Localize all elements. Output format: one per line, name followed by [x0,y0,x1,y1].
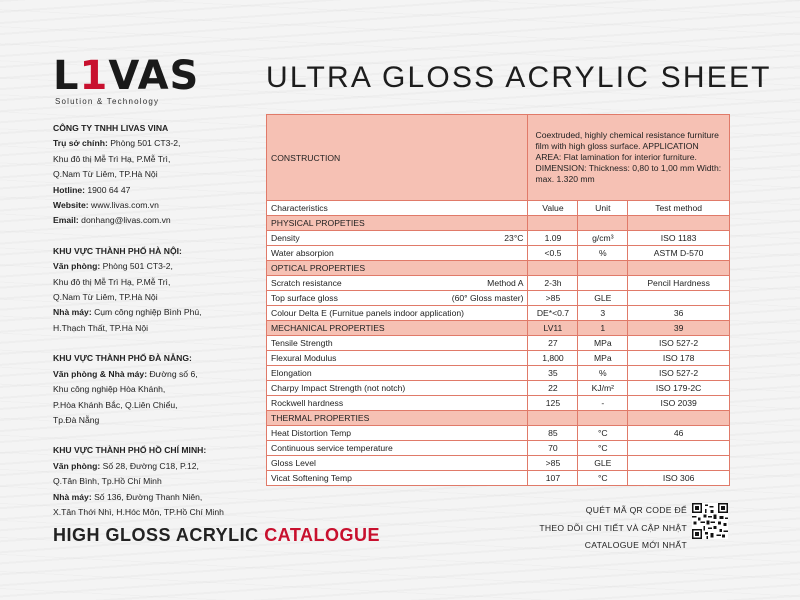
characteristic-name: Elongation [271,368,312,378]
characteristic-name: Heat Distortion Temp [271,428,352,438]
contact-line-label: Nhà máy: [53,307,92,318]
qr-instruction-line: THEO DÕI CHI TIẾT VÀ CẬP NHẬT [539,522,687,533]
unit-cell: % [578,366,628,381]
catalogue-heading [53,525,380,546]
unit-cell: KJ/m² [578,381,628,396]
logo-tagline: Solution & Technology [55,97,160,106]
section-label: OPTICAL PROPERTIES [267,261,528,276]
contact-line-text: P.Hòa Khánh Bắc, Q.Liên Chiểu, [53,399,178,410]
header-characteristics: Characteristics [267,201,528,216]
contact-line-text: Số 28, Đường C18, P.12, [100,460,199,471]
qr-instruction-line: QUÉT MÃ QR CODE ĐỂ [585,505,687,515]
test-method-cell: 39 [628,321,730,336]
test-method-cell [628,291,730,306]
contact-line-text: Tp.Đà Nẵng [53,414,100,425]
value-cell: 107 [528,471,578,486]
contact-line-text: Q.Nam Từ Liêm, TP.Hà Nội [53,292,158,303]
unit-cell: °C [578,471,628,486]
table-row [267,291,730,306]
header-unit: Unit [578,201,628,216]
characteristic-condition: (60° Gloss master) [451,293,524,303]
characteristic-cell [267,351,528,366]
test-method-cell: ISO 527-2 [628,336,730,351]
test-method-cell [628,261,730,276]
table-row [267,381,730,396]
unit-cell: g/cm³ [578,231,628,246]
contact-info [53,121,258,535]
test-method-cell [628,456,730,471]
contact-section-header: CÔNG TY TNHH LIVAS VINA [53,123,169,133]
characteristic-name: Flexural Modulus [271,353,337,363]
contact-section-header: KHU VỰC THÀNH PHỐ HỒ CHÍ MINH: [53,445,207,456]
contact-line-label: Văn phòng: [53,261,101,272]
contact-line [53,305,258,320]
unit-cell [578,261,628,276]
table-row [267,441,730,456]
value-cell: LV11 [528,321,578,336]
contact-section [53,244,258,336]
characteristic-name: Vicat Softening Temp [271,473,352,483]
characteristic-name: Gloss Level [271,458,316,468]
contact-line-label: Văn phòng: [53,460,101,471]
value-cell: 1,800 [528,351,578,366]
value-cell [528,261,578,276]
characteristic-cell [267,426,528,441]
unit-cell [578,276,628,291]
test-method-cell: 36 [628,306,730,321]
value-cell: 22 [528,381,578,396]
test-method-cell [628,441,730,456]
unit-cell: 1 [578,321,628,336]
catalogue-main: HIGH GLOSS ACRYLIC [53,525,265,545]
contact-line-text: Khu công nghiệp Hòa Khánh, [53,384,166,395]
unit-cell: 3 [578,306,628,321]
test-method-cell: ISO 527-2 [628,366,730,381]
value-cell: 35 [528,366,578,381]
value-cell [528,411,578,426]
contact-line-label: Email: [53,215,79,226]
contact-line-text: Đường số 6, [147,368,198,379]
contact-line [53,259,258,274]
contact-section-header: KHU VỰC THÀNH PHỐ ĐÀ NẴNG: [53,353,192,364]
contact-line [53,382,258,397]
characteristic-name: Continuous service temperature [271,443,393,453]
contact-line-text: 1900 64 47 [84,184,131,195]
contact-line-text: Q.Tân Bình, Tp.Hồ Chí Minh [53,476,162,487]
unit-cell: - [578,396,628,411]
contact-line [53,398,258,413]
contact-line [53,290,258,305]
value-cell [528,216,578,231]
value-cell: 27 [528,336,578,351]
contact-line [53,183,258,198]
contact-line [53,198,258,213]
characteristic-cell [267,366,528,381]
header-value: Value [528,201,578,216]
test-method-cell: ISO 1183 [628,231,730,246]
section-row-thermal-properties [267,411,730,426]
unit-cell: MPa [578,336,628,351]
contact-line-text: H.Thạch Thất, TP.Hà Nội [53,322,149,333]
livas-logo [53,53,200,106]
section-row-physical-propeties [267,216,730,231]
contact-line-text: Cụm công nghiệp Bình Phú, [91,307,202,318]
value-cell: 1.09 [528,231,578,246]
contact-line-label: Nhà máy: [53,491,92,502]
catalogue-accent: CATALOGUE [264,525,381,545]
characteristic-cell [267,336,528,351]
test-method-cell [628,216,730,231]
table-row [267,231,730,246]
contact-line [53,167,258,182]
unit-cell: °C [578,426,628,441]
contact-line [53,459,258,474]
characteristic-name: Scratch resistance [271,278,342,288]
contact-line-label: Văn phòng & Nhà máy: [53,368,148,379]
contact-line [53,152,258,167]
characteristic-name: Colour Delta E (Furnitue panels indoor application) [271,308,464,318]
table-row [267,276,730,291]
value-cell: 70 [528,441,578,456]
value-cell: 125 [528,396,578,411]
contact-line [53,474,258,489]
characteristic-condition: Method A [487,278,524,288]
contact-line-text: Khu đô thị Mễ Trì Hạ, P.Mễ Trì, [53,276,171,287]
contact-line-text: www.livas.com.vn [88,200,159,211]
contact-section [53,121,258,229]
characteristic-name: Top surface gloss [271,293,338,303]
construction-description: Coextruded, highly chemical resistance furniture film with high gloss surface. APPLICATION AREA: Flat lamination for interior furniture. DIMENSION: Thickness: 0,80 to 1,00 mm Width: max. 1.320 mm [528,115,730,201]
value-cell: DE*<0.7 [528,306,578,321]
characteristic-name: Charpy Impact Strength (not notch) [271,383,406,393]
contact-line-label: Hotline: [53,184,85,195]
test-method-cell: ISO 306 [628,471,730,486]
value-cell: >85 [528,456,578,471]
characteristic-cell [267,291,528,306]
table-row [267,426,730,441]
contact-line-text: Số 136, Đường Thanh Niên, [91,491,203,502]
spec-table [266,114,730,486]
test-method-cell: ISO 2039 [628,396,730,411]
characteristic-cell [267,306,528,321]
unit-cell [578,216,628,231]
test-method-cell: Pencil Hardness [628,276,730,291]
contact-line [53,321,258,336]
unit-cell [578,411,628,426]
value-cell: 2-3h [528,276,578,291]
characteristic-condition: 23°C [504,233,524,243]
characteristic-name: Tensile Strength [271,338,333,348]
table-row [267,246,730,261]
construction-row [267,115,730,201]
value-cell: 85 [528,426,578,441]
contact-section [53,351,258,428]
contact-line-label: Website: [53,200,89,211]
unit-cell: % [578,246,628,261]
section-label: PHYSICAL PROPETIES [267,216,528,231]
test-method-cell: ASTM D-570 [628,246,730,261]
characteristic-cell [267,396,528,411]
section-label: THERMAL PROPERTIES [267,411,528,426]
table-row [267,351,730,366]
table-row [267,336,730,351]
characteristic-name: Water absorpion [271,248,334,258]
contact-line-text: Q.Nam Từ Liêm, TP.Hà Nội [53,169,158,180]
contact-line-text: Khu đô thị Mễ Trì Hạ, P.Mễ Trì, [53,153,171,164]
characteristic-cell [267,231,528,246]
header-test-method: Test method [628,201,730,216]
contact-line [53,136,258,151]
section-label: MECHANICAL PROPERTIES [267,321,528,336]
contact-line [53,413,258,428]
characteristic-cell [267,471,528,486]
contact-section-header: KHU VỰC THÀNH PHỐ HÀ NỘI: [53,245,182,256]
contact-line-text: donhang@livas.com.vn [78,215,171,226]
qr-instructions [539,502,687,555]
unit-cell: °C [578,441,628,456]
table-row [267,471,730,486]
qr-code[interactable] [692,503,728,539]
qr-instruction-line: CATALOGUE MỚI NHẤT [584,540,687,550]
contact-line [53,367,258,382]
table-header-row [267,201,730,216]
table-row [267,306,730,321]
characteristic-cell [267,441,528,456]
unit-cell: GLE [578,291,628,306]
contact-section [53,443,258,520]
section-row-mechanical-properties [267,321,730,336]
contact-line [53,275,258,290]
table-row [267,456,730,471]
unit-cell: MPa [578,351,628,366]
value-cell: >85 [528,291,578,306]
table-row [267,396,730,411]
contact-line-label: Trụ sở chính: [53,138,108,149]
test-method-cell: ISO 178 [628,351,730,366]
contact-line-text: Phòng 501 CT3-2, [107,138,181,149]
contact-line-text: X.Tân Thới Nhì, H.Hóc Môn, TP.Hồ Chí Minh [53,506,224,517]
value-cell: <0.5 [528,246,578,261]
test-method-cell: 46 [628,426,730,441]
contact-line-text: Phòng 501 CT3-2, [100,261,173,272]
characteristic-name: Density [271,233,300,243]
test-method-cell: ISO 179-2C [628,381,730,396]
test-method-cell [628,411,730,426]
characteristic-cell [267,246,528,261]
logo-wordmark: L1VAS [53,53,200,99]
contact-line [53,490,258,505]
contact-line [53,213,258,228]
page-title: ULTRA GLOSS ACRYLIC SHEET [266,61,772,94]
contact-line [53,505,258,520]
table-row [267,366,730,381]
characteristic-cell [267,381,528,396]
construction-label: CONSTRUCTION [267,115,528,201]
characteristic-cell [267,276,528,291]
characteristic-cell [267,456,528,471]
characteristic-name: Rockwell hardness [271,398,344,408]
unit-cell: GLE [578,456,628,471]
section-row-optical-properties [267,261,730,276]
